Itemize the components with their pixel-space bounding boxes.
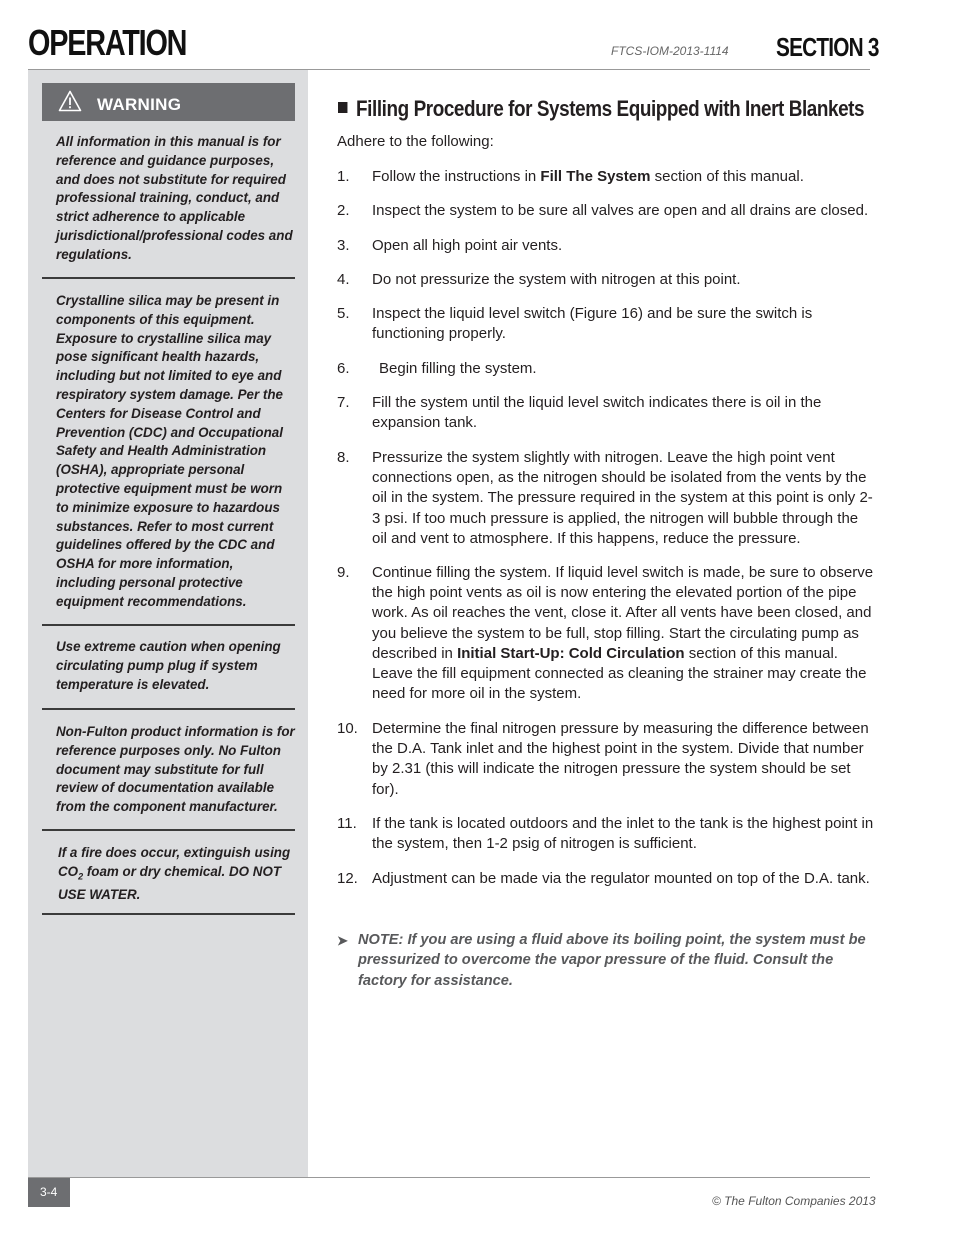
step-number: 3. bbox=[337, 237, 350, 254]
note-text: NOTE: If you are using a fluid above its boiling point, the system must be pressurized to overcome the vapor pressure of the fluid. Consult the factory for assistance. bbox=[358, 932, 866, 989]
step-number: 1. bbox=[337, 168, 350, 185]
section-label: SECTION 3 bbox=[776, 32, 879, 62]
page-number: 3-4 bbox=[28, 1178, 70, 1207]
step-number: 12. bbox=[337, 870, 358, 887]
pointing-arrow-icon: ➤ bbox=[337, 933, 348, 948]
step-number: 10. bbox=[337, 720, 358, 737]
step-text: Fill the system until the liquid level switch indicates there is oil in the expansion tank. bbox=[372, 394, 822, 432]
intro-text: Adhere to the following: bbox=[337, 133, 494, 150]
copyright-text: © The Fulton Companies 2013 bbox=[712, 1194, 876, 1208]
step-number: 8. bbox=[337, 449, 350, 466]
step-number: 5. bbox=[337, 305, 350, 322]
warning-label: WARNING bbox=[97, 95, 182, 114]
step-number: 9. bbox=[337, 564, 350, 581]
step-text: If the tank is located outdoors and the inlet to the tank is the highest point in the system, then 1-2 psig of nitrogen is sufficient. bbox=[372, 815, 874, 853]
square-bullet-icon bbox=[338, 102, 347, 113]
step-text: Begin filling the system. bbox=[379, 360, 537, 377]
step-text: Inspect the system to be sure all valves are open and all drains are closed. bbox=[372, 202, 869, 219]
step-number: 7. bbox=[337, 394, 350, 411]
warning-header bbox=[42, 83, 295, 121]
step-number: 11. bbox=[337, 815, 357, 832]
step-text: Determine the final nitrogen pressure by measuring the difference between the D.A. Tank inlet and the highest point in the system. Divide that number by 2.31 (this will indicate the nitrogen pressure the system should be set for). bbox=[372, 720, 869, 798]
step-text: Open all high point air vents. bbox=[372, 237, 563, 254]
step-number: 4. bbox=[337, 271, 350, 288]
fill-the-system-reference: Fill The System bbox=[540, 168, 651, 185]
step-number: 6. bbox=[337, 360, 350, 377]
warning-block-pump: Use extreme caution when opening circulating pump plug if system temperature is elevated. bbox=[56, 639, 281, 692]
step-number: 2. bbox=[337, 202, 350, 219]
step-text: Continue filling the system. If liquid level switch is made, be sure to observe the high point vents as oil is now entering the elevated portion of the pipe work. As oil reaches the vent, close it. After all vents have been closed, and you believe the system to be full, stop filling. Start the circulating pump as described in Initial Start-Up: Cold Circulation section of this manual. Leave the fill equipment connected as cleaning the strainer may create the need for more oil in the system. bbox=[372, 564, 874, 703]
step-text: Adjustment can be made via the regulator mounted on top of the D.A. tank. bbox=[372, 870, 870, 887]
footer-divider bbox=[28, 1177, 870, 1178]
warning-divider bbox=[42, 829, 295, 831]
warning-divider bbox=[42, 277, 295, 279]
step-text: Pressurize the system slightly with nitrogen. Leave the high point vent connections open, as the nitrogen should be isolated from the vents by the oil in the system. The pressure required in the system at this point is only 2-3 psi. If too much pressure is applied, the nitrogen will bubble through the oil and vent to atmosphere. If this happens, reduce the pressure. bbox=[372, 449, 873, 547]
warning-divider bbox=[42, 624, 295, 626]
warning-block-disclaimer: All information in this manual is for reference and guidance purposes, and does not substitute for required professional training, conduct, and strict adherence to applicable jurisdictional/professional codes and regulations. bbox=[56, 134, 293, 262]
warning-block-silica: Crystalline silica may be present in components of this equipment. Exposure to crystalline silica may pose significant health hazards, including but not limited to eye and respiratory system damage. Per the Centers for Disease Control and Prevention (CDC) and Occupational Safety and Health Administration (OSHA), appropriate personal protective equipment must be worn to minimize exposure to hazardous substances. Refer to most current guidelines offered by the CDC and OSHA for more information, including personal protective equipment recommendations. bbox=[56, 293, 284, 609]
section-heading bbox=[338, 96, 864, 122]
page-title: OPERATION bbox=[28, 22, 187, 63]
cold-circulation-reference: Initial Start-Up: Cold Circulation bbox=[457, 644, 685, 662]
warning-divider bbox=[42, 913, 295, 915]
step-text: Follow the instructions in Fill The System section of this manual. bbox=[372, 168, 804, 185]
step-text: Inspect the liquid level switch (Figure 16) and be sure the switch is functioning properly. bbox=[372, 305, 813, 343]
document-number: FTCS-IOM-2013-1114 bbox=[611, 44, 729, 58]
section-heading-text: Filling Procedure for Systems Equipped with Inert Blankets bbox=[356, 96, 865, 121]
warning-block-non-fulton: Non-Fulton product information is for reference purposes only. No Fulton document may substitute for full review of documentation available from the component manufacturer. bbox=[56, 724, 295, 815]
warning-divider bbox=[42, 708, 295, 710]
step-text: Do not pressurize the system with nitrogen at this point. bbox=[372, 271, 741, 288]
warning-block-fire: If a fire does occur, extinguish using $CO_2$ foam or dry chemical. DO NOT USE WATER. bbox=[58, 845, 291, 903]
warning-triangle-icon bbox=[58, 90, 82, 112]
